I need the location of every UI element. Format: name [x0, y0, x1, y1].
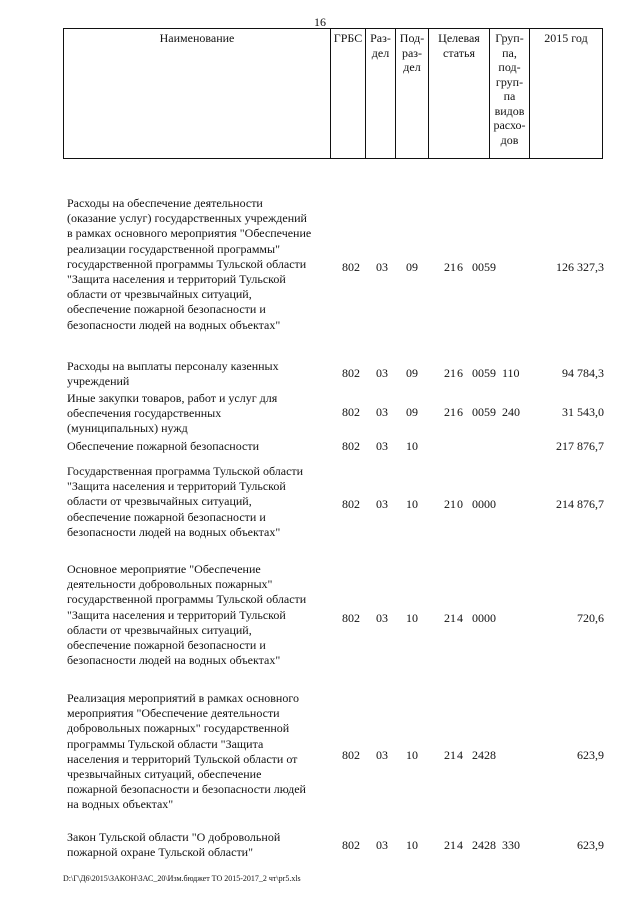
row-name-line: Иные закупки товаров, работ и услуг для [67, 391, 278, 405]
row-target-code: 0000 [472, 611, 496, 625]
header-razdel-line: дел [371, 45, 390, 60]
row-sum: 94 784,3 [562, 366, 604, 380]
row-name-line: "Защита населения и территорий Тульской [67, 479, 286, 494]
row-sum: 126 327,3 [556, 260, 604, 274]
header-gruppa-line: видов [494, 103, 525, 118]
row-name-line: обеспечение пожарной безопасности и [67, 302, 266, 317]
row-name-line: мероприятия "Обеспечение деятельности [67, 706, 280, 721]
header-podrazdel-line: раз- [401, 45, 423, 60]
row-name-line: на водных объектах" [67, 797, 174, 812]
row-name-line: области от чрезвычайных ситуаций, [67, 494, 252, 509]
row-name-line: Основное мероприятие "Обеспечение [67, 562, 261, 576]
header-gruppa-line: груп- [495, 74, 524, 89]
row-razdel: 03 [376, 497, 388, 511]
row-razdel: 03 [376, 260, 388, 274]
row-name-line: обеспечение пожарной безопасности и [67, 638, 266, 653]
row-target-code: 2428 [472, 748, 496, 762]
row-target-program: 21 [444, 405, 456, 419]
row-name-line: учреждений [67, 374, 130, 389]
row-sum: 623,9 [577, 838, 604, 852]
row-target-subprogram: 0 [457, 497, 463, 511]
row-grbs: 802 [342, 497, 360, 511]
header-gruppa-line: Груп- [495, 31, 524, 45]
row-grbs: 802 [342, 366, 360, 380]
header-name-label: Наименование [159, 31, 235, 45]
row-sum: 720,6 [577, 611, 604, 625]
row-name-line: "Защита населения и территорий Тульской [67, 607, 286, 622]
row-grbs: 802 [342, 405, 360, 419]
row-name-line: государственной программы Тульской области [67, 256, 307, 271]
row-target-program: 21 [444, 838, 456, 852]
row-target-code: 0059 [472, 366, 496, 380]
row-razdel: 03 [376, 748, 388, 762]
header-gruppa-line: па [503, 89, 516, 103]
row-podrazdel: 09 [406, 366, 418, 380]
row-name [67, 359, 327, 389]
row-name-line: пожарной охране Тульской области" [67, 845, 254, 860]
row-razdel: 03 [376, 439, 388, 453]
row-name-line: области от чрезвычайных ситуаций, [67, 622, 252, 637]
row-name [67, 464, 327, 540]
row-name-line: Реализация мероприятий в рамках основного [67, 691, 299, 705]
header-razdel-line: Раз- [370, 31, 391, 45]
row-razdel: 03 [376, 838, 388, 852]
header-tselevaya-line: статья [443, 45, 475, 60]
row-razdel: 03 [376, 405, 388, 419]
row-name-line: Расходы на выплаты персоналу казенных [67, 359, 279, 373]
row-name-line: обеспечения государственных [67, 406, 222, 421]
row-target-program: 21 [444, 260, 456, 274]
row-name [67, 196, 327, 333]
header-year-label: 2015 год [544, 31, 588, 45]
row-name-line: (муниципальных) нужд [67, 421, 188, 436]
row-name [67, 830, 327, 860]
row-name-line: (оказание услуг) государственных учреждений [67, 211, 307, 226]
row-grbs: 802 [342, 838, 360, 852]
header-gruppa-line: дов [500, 132, 519, 147]
row-name [67, 439, 327, 454]
row-name-line: деятельности добровольных пожарных" [67, 577, 273, 592]
row-sum: 214 876,7 [556, 497, 604, 511]
row-razdel: 03 [376, 366, 388, 380]
row-target-code: 2428 [472, 838, 496, 852]
row-name [67, 562, 327, 668]
row-podrazdel: 10 [406, 611, 418, 625]
row-target-subprogram: 6 [457, 366, 463, 380]
row-name-line: "Защита населения и территорий Тульской [67, 272, 286, 287]
row-name-line: Обеспечение пожарной безопасности [67, 439, 260, 453]
row-name-line: Закон Тульской области "О добровольной [67, 830, 281, 844]
row-name-line: обеспечение пожарной безопасности и [67, 509, 266, 524]
row-name-line: безопасности людей на водных объектах" [67, 653, 281, 668]
row-podrazdel: 10 [406, 838, 418, 852]
row-grbs: 802 [342, 260, 360, 274]
row-target-code: 0059 [472, 405, 496, 419]
row-target-subprogram: 6 [457, 405, 463, 419]
row-expense-type: 330 [502, 838, 520, 852]
row-target-subprogram: 4 [457, 748, 463, 762]
row-podrazdel: 09 [406, 405, 418, 419]
row-name-line: реализации государственной программы" [67, 241, 280, 256]
row-podrazdel: 10 [406, 439, 418, 453]
header-grbs-label: ГРБС [333, 31, 363, 45]
row-expense-type: 110 [502, 366, 520, 380]
row-sum: 31 543,0 [562, 405, 604, 419]
row-name-line: пожарной безопасности и безопасности людей [67, 782, 306, 797]
row-grbs: 802 [342, 748, 360, 762]
header-podrazdel-line: дел [403, 60, 421, 74]
row-target-subprogram: 4 [457, 611, 463, 625]
row-podrazdel: 10 [406, 497, 418, 511]
header-podrazdel-line: Под- [399, 31, 425, 45]
row-target-program: 21 [444, 748, 456, 762]
row-target-program: 21 [444, 611, 456, 625]
row-expense-type: 240 [502, 405, 520, 419]
row-name-line: населения и территорий Тульской области от [67, 751, 298, 766]
row-grbs: 802 [342, 611, 360, 625]
row-name-line: безопасности людей на водных объектах" [67, 524, 281, 539]
row-sum: 217 876,7 [556, 439, 604, 453]
row-grbs: 802 [342, 439, 360, 453]
row-name [67, 391, 327, 437]
row-podrazdel: 10 [406, 748, 418, 762]
row-target-program: 21 [444, 497, 456, 511]
row-target-code: 0000 [472, 497, 496, 511]
row-name-line: области от чрезвычайных ситуаций, [67, 287, 252, 302]
row-target-subprogram: 6 [457, 260, 463, 274]
row-name-line: государственной программы Тульской области [67, 592, 307, 607]
row-podrazdel: 09 [406, 260, 418, 274]
row-target-program: 21 [444, 366, 456, 380]
row-target-subprogram: 4 [457, 838, 463, 852]
row-name-line: чрезвычайных ситуаций, обеспечение [67, 767, 262, 782]
header-gruppa-line: под- [498, 60, 521, 74]
file-path-footer: D:\Г\Д6\2015\ЗАКОН\ЗАС_20\Изм.бюджет ТО 2015-2017_2 чт\pr5.xls [63, 874, 301, 883]
row-name-line: программы Тульской области "Защита [67, 736, 264, 751]
row-razdel: 03 [376, 611, 388, 625]
header-gruppa-line: па, [502, 45, 517, 60]
row-name [67, 691, 327, 813]
row-name-line: добровольных пожарных" государственной [67, 721, 290, 736]
page-number: 16 [314, 15, 326, 29]
row-name-line: Государственная программа Тульской области [67, 464, 304, 478]
row-target-code: 0059 [472, 260, 496, 274]
header-gruppa-line: расхо- [493, 118, 526, 132]
row-name-line: безопасности людей на водных объектах" [67, 317, 281, 332]
row-name-line: в рамках основного мероприятия "Обеспечение [67, 226, 312, 241]
header-tselevaya-line: Целевая [438, 31, 480, 45]
row-name-line: Расходы на обеспечение деятельности [67, 196, 263, 210]
row-sum: 623,9 [577, 748, 604, 762]
